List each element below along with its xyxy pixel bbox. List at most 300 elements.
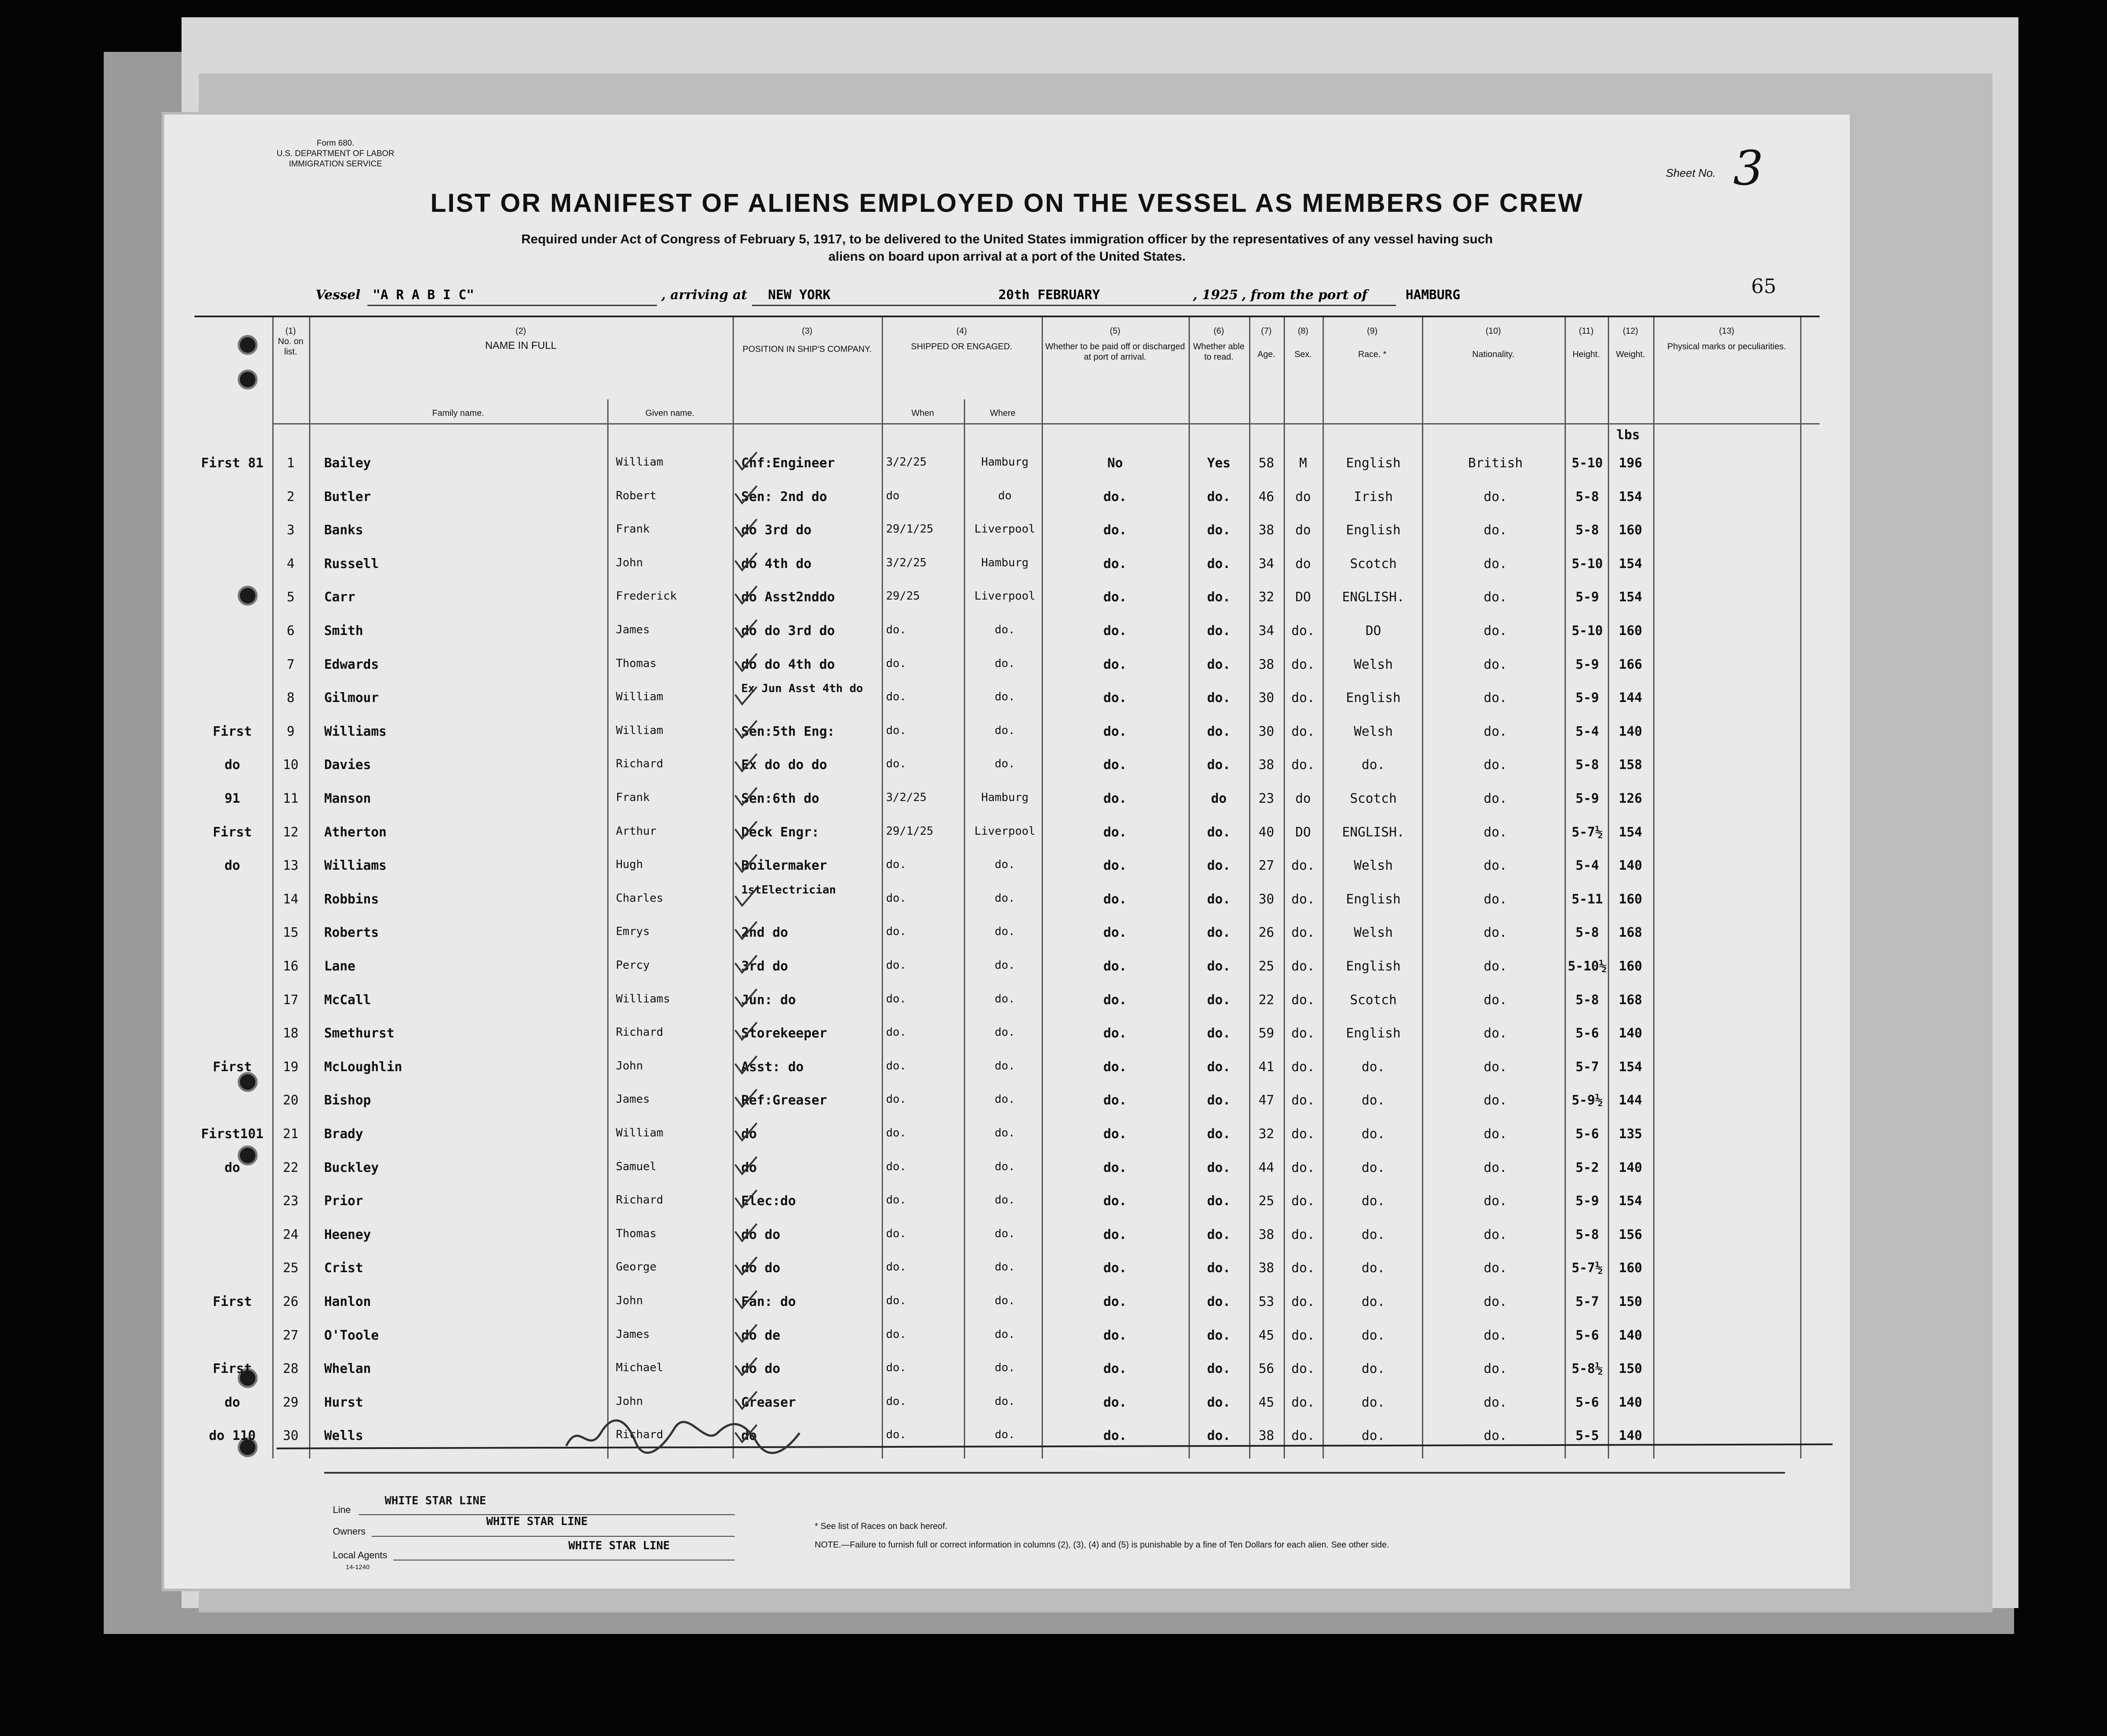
cell-sex: do. — [1291, 1160, 1315, 1175]
cell-position: do 3rd do — [741, 523, 812, 538]
cell-read: do. — [1207, 1328, 1231, 1343]
cell-paid: do. — [1103, 1160, 1127, 1175]
cell-no: 26 — [283, 1294, 299, 1309]
cell-age: 38 — [1258, 757, 1275, 773]
cell-given: Emrys — [616, 925, 650, 938]
cell-race: English — [1346, 456, 1401, 471]
cell-nat: do. — [1483, 858, 1508, 874]
cell-where: Hamburg — [981, 556, 1029, 569]
cell-read: do. — [1207, 824, 1231, 840]
cell-read: do. — [1207, 657, 1231, 672]
cell-family: Banks — [324, 523, 363, 538]
col8-header: (8) Sex. — [1294, 326, 1312, 359]
cell-read: do. — [1207, 891, 1231, 907]
cell-family: Heeney — [324, 1227, 371, 1242]
cell-read: do. — [1207, 489, 1231, 504]
page-number: 65 — [1751, 274, 1776, 298]
cell-nat: do. — [1483, 1126, 1508, 1142]
col4a-header: When — [911, 408, 934, 418]
table-row — [194, 1093, 1820, 1126]
cell-margin: First — [213, 824, 252, 840]
col2b-header: Given name. — [645, 408, 695, 418]
cell-given: James — [616, 1328, 650, 1341]
cell-given: Richard — [616, 1026, 663, 1039]
cell-nat: do. — [1483, 657, 1508, 672]
cell-position: Chf:Engineer — [741, 456, 835, 471]
cell-height: 5-10 — [1571, 556, 1603, 571]
cell-sex: do. — [1291, 724, 1315, 739]
cell-age: 34 — [1258, 623, 1275, 638]
cell-weight: 154 — [1619, 1059, 1642, 1075]
cell-race: Welsh — [1354, 724, 1393, 739]
form-service: IMMIGRATION SERVICE — [289, 160, 383, 169]
cell-given: John — [616, 1294, 643, 1307]
cell-age: 59 — [1258, 1026, 1275, 1041]
cell-sex: do. — [1291, 1194, 1315, 1209]
footer-line-label: Line — [333, 1504, 351, 1515]
cell-age: 32 — [1258, 590, 1275, 605]
cell-when: 29/1/25 — [886, 824, 934, 838]
cell-family: Williams — [324, 724, 387, 739]
cell-position: Sen:6th do — [741, 791, 819, 806]
cell-given: John — [616, 556, 643, 569]
cell-no: 6 — [287, 623, 295, 638]
cell-given: Frank — [616, 523, 650, 536]
cell-position: Sen:5th Eng: — [741, 724, 835, 739]
cell-height: 5-5 — [1575, 1428, 1599, 1444]
cell-where: do. — [995, 925, 1015, 938]
footer-owners-underline — [372, 1536, 735, 1537]
cell-weight: 154 — [1619, 1194, 1642, 1209]
cell-where: Hamburg — [981, 456, 1029, 469]
cell-no: 16 — [283, 959, 299, 974]
cell-nat: do. — [1483, 1059, 1508, 1075]
cell-given: Michael — [616, 1361, 663, 1375]
cell-position: Deck Engr: — [741, 824, 819, 840]
cell-where: do. — [995, 858, 1015, 871]
cell-read: Yes — [1207, 456, 1231, 471]
cell-read: do. — [1207, 1227, 1231, 1242]
cell-where: do. — [995, 623, 1015, 636]
check-mark-icon — [733, 619, 759, 641]
cell-no: 11 — [283, 791, 299, 806]
vessel-line — [316, 287, 474, 303]
cell-height: 5-4 — [1575, 858, 1599, 874]
cell-no: 13 — [283, 858, 299, 874]
cell-position: 3rd do — [741, 959, 788, 974]
cell-given: James — [616, 1093, 650, 1106]
cell-when: do. — [886, 1026, 906, 1039]
cell-race: Scotch — [1350, 556, 1397, 571]
cell-where: do. — [995, 1126, 1015, 1139]
cell-read: do. — [1207, 724, 1231, 739]
cell-nat: do. — [1483, 1227, 1508, 1242]
cell-position: Elec:do — [741, 1194, 796, 1209]
cell-no: 14 — [283, 891, 299, 907]
cell-read: do. — [1207, 1093, 1231, 1108]
col5-header: (5) Whether to be paid off or discharged at port of arrival. — [1045, 326, 1185, 362]
check-mark-icon — [733, 1357, 759, 1379]
cell-sex: do. — [1291, 959, 1315, 974]
vessel-label: Vessel — [316, 287, 360, 303]
cell-where: do. — [995, 690, 1015, 704]
table-row — [194, 556, 1820, 590]
cell-when: 29/25 — [886, 590, 920, 603]
cell-age: 47 — [1258, 1093, 1275, 1108]
cell-race: English — [1346, 690, 1401, 706]
cell-race: do. — [1361, 1093, 1385, 1108]
cell-height: 5-10½ — [1568, 959, 1607, 974]
cell-weight: 140 — [1619, 1428, 1642, 1444]
cell-sex: do. — [1291, 623, 1315, 638]
cell-nat: do. — [1483, 489, 1508, 504]
cell-nat: do. — [1483, 556, 1508, 571]
cell-no: 17 — [283, 992, 299, 1008]
cell-read: do. — [1207, 1361, 1231, 1377]
cell-age: 58 — [1258, 456, 1275, 471]
col4-header: (4) SHIPPED OR ENGAGED. — [911, 326, 1013, 351]
cell-no: 2 — [287, 489, 295, 504]
cell-race: Welsh — [1354, 858, 1393, 874]
cell-nat: do. — [1483, 1328, 1508, 1343]
cell-sex: do. — [1291, 1059, 1315, 1075]
col3-header: (3) POSITION IN SHIP'S COMPANY. — [743, 326, 872, 354]
cell-nat: do. — [1483, 757, 1508, 773]
cell-no: 30 — [283, 1428, 299, 1444]
cell-given: George — [616, 1261, 657, 1274]
cell-margin: First — [213, 1059, 252, 1075]
cell-nat: do. — [1483, 791, 1508, 806]
cell-paid: do. — [1103, 757, 1127, 773]
cell-margin: First — [213, 1294, 252, 1309]
cell-paid: do. — [1103, 1194, 1127, 1209]
cell-position: 1stElectrician — [741, 884, 836, 896]
cell-height: 5-8½ — [1571, 1361, 1603, 1377]
table-row — [194, 791, 1820, 825]
cell-family: Smith — [324, 623, 363, 638]
cell-paid: do. — [1103, 590, 1127, 605]
cell-weight: 168 — [1619, 925, 1642, 941]
handwritten-annotation — [562, 1416, 804, 1459]
cell-race: English — [1346, 1026, 1401, 1041]
cell-read: do. — [1207, 992, 1231, 1008]
cell-paid: do. — [1103, 891, 1127, 907]
cell-family: Bailey — [324, 456, 371, 471]
table-row — [194, 1160, 1820, 1194]
cell-nat: do. — [1483, 891, 1508, 907]
cell-race: do. — [1361, 1328, 1385, 1343]
table-row — [194, 1227, 1820, 1261]
cell-where: do. — [995, 1194, 1015, 1207]
cell-paid: do. — [1103, 992, 1127, 1008]
cell-given: Charles — [616, 891, 663, 905]
cell-height: 5-9 — [1575, 690, 1599, 706]
cell-paid: do. — [1103, 556, 1127, 571]
cell-when: do. — [886, 1126, 906, 1139]
cell-weight: 160 — [1619, 1261, 1642, 1276]
cell-given: William — [616, 724, 663, 737]
cell-when: do. — [886, 1261, 906, 1274]
cell-sex: do. — [1291, 1227, 1315, 1242]
check-mark-icon — [733, 820, 759, 842]
cell-where: do. — [995, 1395, 1015, 1408]
cell-age: 25 — [1258, 959, 1275, 974]
cell-paid: do. — [1103, 690, 1127, 706]
cell-weight: 140 — [1619, 858, 1642, 874]
check-mark-icon — [733, 1055, 759, 1077]
check-mark-icon — [733, 1324, 759, 1345]
footer-code: 14-1240 — [346, 1564, 370, 1571]
cell-sex: do. — [1291, 1428, 1315, 1444]
cell-weight: 140 — [1619, 1328, 1642, 1343]
cell-weight: 168 — [1619, 992, 1642, 1008]
cell-race: do. — [1361, 757, 1385, 773]
col11-header: (11) Height. — [1572, 326, 1600, 359]
table-row — [194, 523, 1820, 556]
cell-family: McCall — [324, 992, 371, 1008]
cell-height: 5-8 — [1575, 992, 1599, 1008]
cell-position: do — [741, 1126, 757, 1142]
cell-family: Prior — [324, 1194, 363, 1209]
cell-nat: do. — [1483, 1294, 1508, 1309]
footer-rule — [324, 1472, 1785, 1474]
cell-where: do. — [995, 1059, 1015, 1072]
cell-nat: do. — [1483, 1361, 1508, 1377]
cell-when: do. — [886, 1227, 906, 1240]
cell-read: do. — [1207, 523, 1231, 538]
cell-position: do do — [741, 1361, 781, 1377]
sheet-number: 3 — [1733, 140, 1763, 196]
cell-when: 3/2/25 — [886, 456, 927, 469]
check-mark-icon — [733, 954, 759, 976]
cell-position: Ref:Greaser — [741, 1093, 827, 1108]
col6-header: (6) Whether able to read. — [1193, 326, 1245, 362]
check-mark-icon — [733, 921, 759, 942]
cell-when: do. — [886, 1428, 906, 1442]
cell-weight: 158 — [1619, 757, 1642, 773]
cell-no: 3 — [287, 523, 295, 538]
cell-where: do — [998, 489, 1012, 502]
cell-race: do. — [1361, 1160, 1385, 1175]
cell-age: 32 — [1258, 1126, 1275, 1142]
arriving-line — [661, 287, 831, 303]
cell-no: 21 — [283, 1126, 299, 1142]
cell-race: Irish — [1354, 489, 1393, 504]
cell-no: 28 — [283, 1361, 299, 1377]
cell-family: Crist — [324, 1261, 363, 1276]
table-row — [194, 590, 1820, 623]
cell-height: 5-10 — [1571, 623, 1603, 638]
cell-age: 38 — [1258, 657, 1275, 672]
cell-paid: do. — [1103, 657, 1127, 672]
cell-height: 5-8 — [1575, 489, 1599, 504]
cell-given: Thomas — [616, 1227, 657, 1240]
table-row — [194, 925, 1820, 959]
table-row — [194, 757, 1820, 791]
cell-sex: do. — [1291, 1361, 1315, 1377]
cell-age: 30 — [1258, 690, 1275, 706]
cell-race: English — [1346, 959, 1401, 974]
cell-paid: do. — [1103, 1361, 1127, 1377]
cell-given: William — [616, 690, 663, 704]
cell-height: 5-9 — [1575, 1194, 1599, 1209]
cell-margin: do — [224, 757, 240, 773]
cell-when: do. — [886, 992, 906, 1005]
cell-when: do. — [886, 1294, 906, 1307]
cell-given: Percy — [616, 959, 650, 972]
cell-age: 53 — [1258, 1294, 1275, 1309]
cell-no: 22 — [283, 1160, 299, 1175]
cell-weight: 140 — [1619, 1026, 1642, 1041]
check-mark-icon — [733, 988, 759, 1010]
cell-when: do. — [886, 925, 906, 938]
cell-position: Ex do do do — [741, 757, 827, 773]
table-row — [194, 657, 1820, 691]
check-mark-icon — [733, 887, 759, 909]
cell-family: O'Toole — [324, 1328, 379, 1343]
cell-family: Manson — [324, 791, 371, 806]
cell-family: Robbins — [324, 891, 379, 907]
cell-nat: do. — [1483, 1194, 1508, 1209]
footer-agents-value: WHITE STAR LINE — [568, 1539, 670, 1552]
cell-race: do. — [1361, 1126, 1385, 1142]
from-label: , from the port of — [1241, 287, 1367, 303]
form-department: U.S. DEPARTMENT OF LABOR — [277, 149, 395, 158]
footer-owners-value: WHITE STAR LINE — [486, 1515, 588, 1528]
cell-read: do. — [1207, 1261, 1231, 1276]
table-row — [194, 489, 1820, 523]
check-mark-icon — [733, 753, 759, 775]
cell-sex: DO — [1295, 590, 1311, 605]
cell-paid: do. — [1103, 824, 1127, 840]
cell-read: do. — [1207, 690, 1231, 706]
cell-position: do — [741, 1428, 757, 1444]
cell-sex: do. — [1291, 925, 1315, 941]
cell-given: Richard — [616, 757, 663, 771]
cell-nat: British — [1468, 456, 1523, 471]
cell-position: Ex Jun Asst 4th do — [741, 683, 863, 695]
footer-owners-label: Owners — [333, 1526, 366, 1537]
cell-nat: do. — [1483, 523, 1508, 538]
cell-no: 1 — [287, 456, 295, 471]
cell-paid: do. — [1103, 791, 1127, 806]
cell-age: 30 — [1258, 891, 1275, 907]
cell-race: English — [1346, 891, 1401, 907]
cell-sex: do. — [1291, 1328, 1315, 1343]
cell-sex: do. — [1291, 1026, 1315, 1041]
cell-where: do. — [995, 959, 1015, 972]
cell-age: 38 — [1258, 523, 1275, 538]
table-row — [194, 1361, 1820, 1395]
cell-family: Russell — [324, 556, 379, 571]
cell-paid: do. — [1103, 724, 1127, 739]
cell-given: Williams — [616, 992, 670, 1005]
check-mark-icon — [733, 1391, 759, 1412]
cell-family: Edwards — [324, 657, 379, 672]
cell-read: do. — [1207, 590, 1231, 605]
cell-read: do — [1211, 791, 1227, 806]
cell-sex: do. — [1291, 1261, 1315, 1276]
check-mark-icon — [733, 518, 759, 540]
cell-family: Wells — [324, 1428, 363, 1444]
col1-header: (1) No. on list. — [278, 326, 303, 357]
table-row — [194, 1194, 1820, 1227]
cell-height: 5-8 — [1575, 757, 1599, 773]
cell-height: 5-11 — [1571, 891, 1603, 907]
cell-where: do. — [995, 1160, 1015, 1173]
cell-given: John — [616, 1059, 643, 1072]
check-mark-icon — [733, 1021, 759, 1043]
cell-family: Atherton — [324, 824, 387, 840]
cell-read: do. — [1207, 1126, 1231, 1142]
cell-when: do. — [886, 959, 906, 972]
cell-age: 40 — [1258, 824, 1275, 840]
check-mark-icon — [733, 686, 759, 708]
check-mark-icon — [733, 1256, 759, 1278]
page-subtitle-2: aliens on board upon arrival at a port of the United States. — [828, 249, 1186, 264]
cell-position: Asst: do — [741, 1059, 804, 1075]
cell-given: Thomas — [616, 657, 657, 670]
cell-where: do. — [995, 1294, 1015, 1307]
cell-no: 29 — [283, 1395, 299, 1410]
table-row — [194, 1261, 1820, 1294]
cell-position: Greaser — [741, 1395, 796, 1410]
cell-age: 45 — [1258, 1328, 1275, 1343]
year-text: , 1925 — [1193, 287, 1238, 303]
col9-header: (9) Race. * — [1358, 326, 1387, 359]
cell-race: do. — [1361, 1395, 1385, 1410]
cell-paid: do. — [1103, 1294, 1127, 1309]
cell-sex: M — [1299, 456, 1307, 471]
vessel-underline — [367, 305, 657, 306]
cell-no: 12 — [283, 824, 299, 840]
cell-weight: 154 — [1619, 489, 1642, 504]
cell-height: 5-4 — [1575, 724, 1599, 739]
cell-sex: do. — [1291, 1093, 1315, 1108]
cell-weight: 150 — [1619, 1361, 1642, 1377]
cell-weight: 135 — [1619, 1126, 1642, 1142]
cell-when: do. — [886, 891, 906, 905]
cell-position: do 4th do — [741, 556, 812, 571]
vessel-name: "A R A B I C" — [373, 287, 475, 303]
cell-no: 9 — [287, 724, 295, 739]
footer-agents-label: Local Agents — [333, 1550, 387, 1560]
cell-weight: 144 — [1619, 690, 1642, 706]
cell-age: 27 — [1258, 858, 1275, 874]
cell-height: 5-7½ — [1571, 824, 1603, 840]
table-row — [194, 1059, 1820, 1093]
cell-paid: do. — [1103, 1428, 1127, 1444]
cell-read: do. — [1207, 858, 1231, 874]
check-mark-icon — [733, 585, 759, 607]
cell-weight: 160 — [1619, 523, 1642, 538]
cell-nat: do. — [1483, 1428, 1508, 1444]
cell-when: do. — [886, 1160, 906, 1173]
cell-when: do. — [886, 623, 906, 636]
cell-no: 10 — [283, 757, 299, 773]
cell-nat: do. — [1483, 1093, 1508, 1108]
cell-weight: 160 — [1619, 959, 1642, 974]
cell-position: do — [741, 1160, 757, 1175]
check-mark-icon — [733, 1189, 759, 1211]
check-mark-icon — [733, 1088, 759, 1110]
cell-read: do. — [1207, 1294, 1231, 1309]
cell-race: Scotch — [1350, 992, 1397, 1008]
page-subtitle-1: Required under Act of Congress of February 5, 1917, to be delivered to the United States immigration officer by the representatives of any vessel having such — [521, 232, 1493, 246]
cell-family: Smethurst — [324, 1026, 395, 1041]
cell-read: do. — [1207, 1160, 1231, 1175]
cell-where: do. — [995, 1227, 1015, 1240]
